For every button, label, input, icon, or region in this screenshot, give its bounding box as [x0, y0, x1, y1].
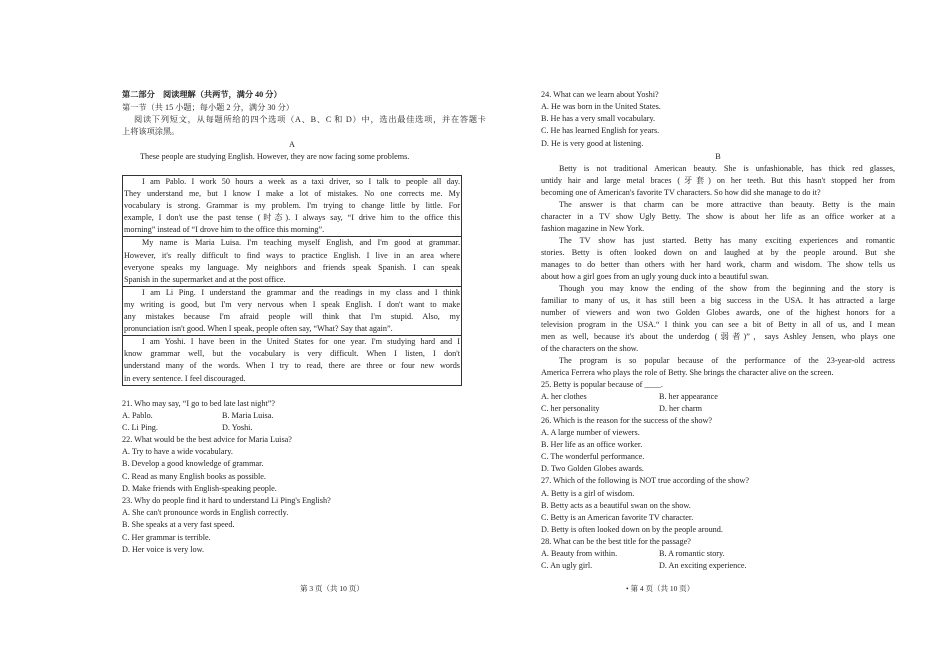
q28-option-c[interactable]: C. An ugly girl.: [541, 561, 593, 570]
text-line: My name is Maria Luisa. I'm teaching myself English, and I'm good at grammar.: [142, 238, 460, 248]
paragraph-1-line-2: untidy hair and large metal braces (牙套) on her teeth. But this hasn't stopped her from: [541, 176, 895, 185]
text-line: any mistakes because I'm afraid people will think that I'm stupid. Also, my: [124, 312, 460, 322]
paragraph-5-line-2: America Ferrera who plays the role of Betty. She brings the character alive on the screen.: [541, 368, 834, 377]
text-line: morning” instead of “I drove him to the office this morning”.: [124, 225, 325, 235]
text-line: know grammar well, but the vocabulary is very difficult. When I listen, I don't: [124, 349, 460, 359]
text-line: vocabulary is strong. Grammar is my problem. I'm trying to change little by little. For: [124, 201, 460, 211]
paragraph-3-line-3: manages to do better than others with her hard work, charm and wisdom. The show tells us: [541, 260, 895, 269]
question-23: 23. Why do people find it hard to understand Li Ping's English?: [122, 496, 331, 505]
testimonial-li-ping: [123, 287, 461, 336]
text-line: I am Yoshi. I have been in the United States for one year. I'm studying hard and I: [142, 337, 460, 347]
q26-option-c[interactable]: C. The wonderful performance.: [541, 452, 645, 461]
q26-option-b[interactable]: B. Her life as an office worker.: [541, 440, 643, 449]
q27-option-b[interactable]: B. Betty acts as a beautiful swan on the show.: [541, 501, 691, 510]
paragraph-2-line-3: fashion magazine in New York.: [541, 224, 645, 233]
text-line: understand many of the words. When I try to read, there are three or four new words: [124, 361, 460, 371]
paragraph-5-line-1: The program is so popular because of the performance of the 23-year-old actress: [559, 356, 895, 365]
text-line: I am Pablo. I work 50 hours a week as a taxi driver, so I talk to people all day.: [142, 177, 460, 186]
q25-option-c[interactable]: C. her personality: [541, 404, 600, 413]
question-21: 21. Who may say, “I go to bed late last night”?: [122, 399, 276, 408]
question-25: 25. Betty is popular because of ____.: [541, 380, 663, 389]
testimonial-maria-luisa: [123, 237, 461, 286]
q28-option-a[interactable]: A. Beauty from within.: [541, 549, 618, 558]
paragraph-4-line-1: Though you may know the ending of the show from the beginning and the story is: [559, 284, 895, 293]
paragraph-1-line-1: Betty is not traditional American beauty. She is unfashionable, has thick red glasses,: [559, 164, 895, 173]
q21-option-a[interactable]: A. Pablo.: [122, 411, 153, 420]
question-26: 26. Which is the reason for the success of the show?: [541, 416, 713, 425]
section-title: 第二部分 阅读理解（共两节，满分 40 分）: [122, 90, 282, 99]
text-line: Spanish in the supermarket and at the post office.: [124, 274, 286, 284]
question-28: 28. What can be the best title for the passage?: [541, 537, 691, 546]
text-line: everyone speaks my language. My neighbors and friends speak Spanish. I can speak: [124, 262, 460, 272]
question-22: 22. What would be the best advice for Maria Luisa?: [122, 435, 292, 444]
paragraph-3-line-2: stories. Betty is often looked down on and laughed at by the people around. But she: [541, 248, 895, 257]
q25-option-b[interactable]: B. her appearance: [659, 392, 718, 401]
section-subtitle: 第一节（共 15 小题；每小题 2 分，满分 30 分）: [122, 103, 294, 112]
paragraph-4-line-6: of the characters on the show.: [541, 344, 639, 353]
paragraph-4-line-2: familiar to many of us, it has still been a big success in the USA. It has attracted a large: [541, 296, 895, 305]
q24-option-c[interactable]: C. He has learned English for years.: [541, 126, 660, 135]
question-25-options-row-1: [541, 391, 718, 403]
paragraph-3-line-4: about how a girl goes from an ugly young duck into a beautiful swan.: [541, 272, 769, 281]
passage-a-label: A: [289, 140, 295, 149]
q28-option-b[interactable]: B. A romantic story.: [659, 549, 725, 558]
testimonial-pablo: [123, 176, 461, 237]
q23-option-c[interactable]: C. Her grammar is terrible.: [122, 533, 211, 542]
q28-option-d[interactable]: D. An exciting experience.: [659, 561, 747, 570]
q23-option-d[interactable]: D. Her voice is very low.: [122, 545, 205, 554]
paragraph-4-line-5: men as well, because it's about the underdog (弱者)”，says Ashley Jensen, who plays one: [541, 332, 895, 341]
q22-option-d[interactable]: D. Make friends with English-speaking people.: [122, 484, 277, 493]
q27-option-c[interactable]: C. Betty is an American favorite TV character.: [541, 513, 694, 522]
testimonial-yoshi: [123, 336, 461, 384]
paragraph-1-line-3: becoming one of American's favorite TV characters. So how did she manage to do it?: [541, 188, 821, 197]
q25-option-d[interactable]: D. her charm: [659, 404, 702, 413]
paragraph-3-line-1: The TV show has just started. Betty has many exciting experiences and romantic: [559, 236, 895, 245]
passage-a-intro: These people are studying English. However, they are now facing some problems.: [140, 152, 410, 161]
text-line: pronunciation isn't good. When I speak, people often say, “What? Say that again”.: [124, 324, 393, 334]
q24-option-a[interactable]: A. He was born in the United States.: [541, 102, 661, 111]
q21-option-b[interactable]: B. Maria Luisa.: [222, 411, 274, 420]
paragraph-2-line-1: The answer is that charm can be more attractive than beauty. Betty is the main: [559, 200, 895, 209]
q24-option-b[interactable]: B. He has a very small vocabulary.: [541, 114, 656, 123]
instructions-line-1: 阅读下列短文，从每题所给的四个选项（A、B、C 和 D）中，选出最佳选项，并在答题卡: [134, 115, 486, 124]
q27-option-d[interactable]: D. Betty is often looked down on by the people around.: [541, 525, 723, 534]
text-line: They understand me, but I know I make a lot of mistakes. No one corrects me. My: [124, 189, 460, 199]
passage-b-label: B: [715, 152, 721, 161]
page-number-right: • 第 4 页（共 10 页）: [626, 584, 695, 593]
q22-option-b[interactable]: B. Develop a good knowledge of grammar.: [122, 459, 264, 468]
question-24: 24. What can we learn about Yoshi?: [541, 90, 659, 99]
question-27: 27. Which of the following is NOT true according of the show?: [541, 476, 749, 485]
q27-option-a[interactable]: A. Betty is a girl of wisdom.: [541, 489, 635, 498]
q21-option-d[interactable]: D. Yoshi.: [222, 423, 253, 432]
question-21-options-row-2: [122, 422, 253, 434]
paragraph-2-line-2: character in a TV show Ugly Betty. The show is about her life as an office worker at a: [541, 212, 895, 221]
paragraph-4-line-4: television program in the USA.“ I think you can see a bit of Betty in all of us, and I mean: [541, 320, 895, 329]
q26-option-a[interactable]: A. A large number of viewers.: [541, 428, 640, 437]
text-line: my writing is good, but I'm very nervous when I speak English. I don't want to make: [124, 299, 460, 309]
q22-option-a[interactable]: A. Try to have a wide vocabulary.: [122, 447, 233, 456]
q23-option-a[interactable]: A. She can't pronounce words in English correctly.: [122, 508, 289, 517]
page-number-left: 第 3 页（共 10 页）: [300, 584, 364, 593]
q25-option-a[interactable]: A. her clothes: [541, 392, 587, 401]
q24-option-d[interactable]: D. He is very good at listening.: [541, 139, 644, 148]
instructions-line-2: 上将该项涂黑。: [122, 127, 180, 136]
text-line: I am Li Ping. I understand the grammar and the readings in my class and I think: [142, 287, 460, 297]
q22-option-c[interactable]: C. Read as many English books as possible.: [122, 472, 266, 481]
question-25-options-row-2: [541, 403, 702, 415]
q23-option-b[interactable]: B. She speaks at a very fast speed.: [122, 520, 235, 529]
q21-option-c[interactable]: C. Li Ping.: [122, 423, 158, 432]
paragraph-4-line-3: number of viewers and won two Golden Globes awards, one of the highest honors for a: [541, 308, 895, 317]
question-28-options-row-1: [541, 548, 725, 560]
q26-option-d[interactable]: D. Two Golden Globes awards.: [541, 464, 644, 473]
text-line: example, I don't use the past tense (时态). I always say, “I drive him to the office this: [124, 213, 460, 223]
testimonials-table: [122, 175, 462, 386]
question-21-options-row-1: [122, 410, 273, 422]
text-line: However, it's really difficult to find ways to practice English. I live in an area where: [124, 250, 460, 260]
question-28-options-row-2: [541, 560, 747, 572]
text-line: in every sentence. I feel discouraged.: [124, 373, 246, 383]
